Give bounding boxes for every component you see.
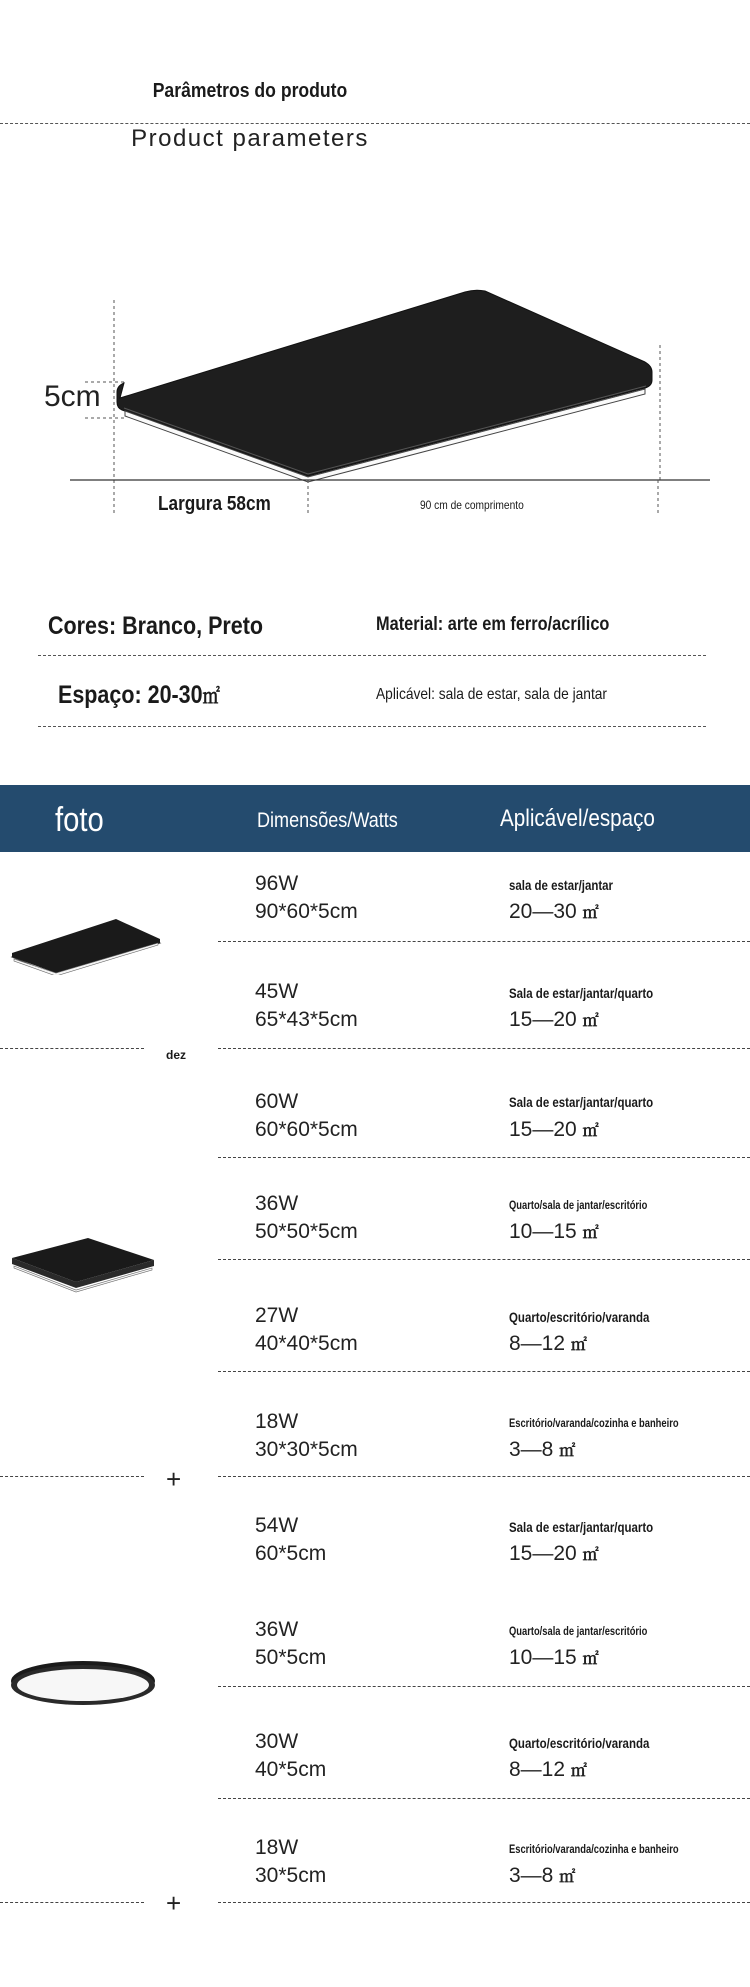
row-2-area — [509, 1008, 599, 1032]
row-divider — [218, 1048, 750, 1049]
area-unit: ㎡ — [582, 1225, 599, 1242]
row-1-area — [509, 900, 599, 924]
round-lamp-thumbnail — [8, 1655, 158, 1715]
row-6-watts: 18W — [255, 1410, 299, 1433]
row-4-area — [509, 1220, 599, 1244]
row-divider — [218, 1371, 750, 1372]
area-unit: ㎡ — [582, 1547, 599, 1564]
area-unit: ㎡ — [582, 905, 599, 922]
row-10-area — [509, 1864, 575, 1888]
row-9-size: 40*5cm — [255, 1758, 327, 1781]
row-9-watts: 30W — [255, 1730, 299, 1753]
width-dimension-label: Largura 58cm — [158, 493, 271, 515]
area-unit: ㎡ — [570, 1763, 587, 1780]
row-10-area-value: 3—8 — [509, 1864, 554, 1887]
rectangular-lamp-illustration — [117, 290, 652, 482]
row-8-area — [509, 1646, 599, 1670]
area-unit: ㎡ — [570, 1337, 587, 1354]
row-9-area — [509, 1758, 587, 1782]
row-1-room: sala de estar/jantar — [509, 877, 614, 893]
row-5-area-value: 8—12 — [509, 1332, 566, 1355]
row-2-area-value: 15—20 — [509, 1008, 577, 1031]
row-9-area-value: 8—12 — [509, 1758, 566, 1781]
row-1-watts: 96W — [255, 872, 299, 895]
column-header-space: Aplicável/espaço — [500, 805, 655, 832]
group-divider-left — [0, 1476, 144, 1477]
row-4-room: Quarto/sala de jantar/escritório — [509, 1198, 648, 1212]
row-1-size: 90*60*5cm — [255, 900, 358, 923]
group-divider-left — [0, 1048, 144, 1049]
row-6-size: 30*30*5cm — [255, 1438, 358, 1461]
row-6-area — [509, 1438, 575, 1462]
row-5-room: Quarto/escritório/varanda — [509, 1309, 650, 1325]
row-7-area-value: 15—20 — [509, 1542, 577, 1565]
applicable-spec: Aplicável: sala de estar, sala de jantar — [376, 686, 608, 703]
row-3-size: 60*60*5cm — [255, 1118, 358, 1141]
row-3-area-value: 15—20 — [509, 1118, 577, 1141]
group-label: dez — [166, 1048, 187, 1062]
row-7-area — [509, 1542, 599, 1566]
row-divider — [218, 1798, 750, 1799]
space-unit: ㎡ — [202, 686, 220, 708]
row-2-room: Sala de estar/jantar/quarto — [509, 985, 654, 1001]
row-5-area — [509, 1332, 587, 1356]
row-7-watts: 54W — [255, 1514, 299, 1537]
row-4-area-value: 10—15 — [509, 1220, 577, 1243]
row-10-watts: 18W — [255, 1836, 299, 1859]
row-5-watts: 27W — [255, 1304, 299, 1327]
height-dimension-label: 5cm — [44, 380, 101, 413]
row-9-room: Quarto/escritório/varanda — [509, 1735, 650, 1751]
row-divider — [218, 1259, 750, 1260]
row-divider — [218, 1157, 750, 1158]
row-6-area-value: 3—8 — [509, 1438, 554, 1461]
row-3-watts: 60W — [255, 1090, 299, 1113]
row-2-watts: 45W — [255, 980, 299, 1003]
space-spec — [58, 680, 220, 710]
plus-icon: + — [166, 1888, 182, 1918]
spec-divider-1 — [38, 655, 706, 656]
row-divider — [218, 941, 750, 942]
row-10-room: Escritório/varanda/cozinha e banheiro — [509, 1842, 679, 1856]
page-subtitle: Product parameters — [131, 125, 369, 152]
row-10-size: 30*5cm — [255, 1864, 327, 1887]
row-divider — [218, 1686, 750, 1687]
page-title: Parâmetros do produto — [152, 80, 348, 102]
row-4-size: 50*50*5cm — [255, 1220, 358, 1243]
row-8-watts: 36W — [255, 1618, 299, 1641]
row-8-room: Quarto/sala de jantar/escritório — [509, 1624, 648, 1638]
rectangular-lamp-thumbnail — [8, 915, 163, 975]
row-8-size: 50*5cm — [255, 1646, 327, 1669]
area-unit: ㎡ — [582, 1013, 599, 1030]
spec-divider-2 — [38, 726, 706, 727]
plus-icon: + — [166, 1464, 182, 1494]
row-3-area — [509, 1118, 599, 1142]
row-divider — [218, 1902, 750, 1903]
row-5-size: 40*40*5cm — [255, 1332, 358, 1355]
area-unit: ㎡ — [582, 1123, 599, 1140]
row-3-room: Sala de estar/jantar/quarto — [509, 1094, 654, 1110]
square-lamp-thumbnail — [8, 1230, 158, 1295]
material-spec: Material: arte em ferro/acrílico — [376, 614, 610, 635]
column-header-photo: foto — [55, 801, 104, 839]
colors-spec: Cores: Branco, Preto — [48, 612, 264, 640]
area-unit: ㎡ — [582, 1651, 599, 1668]
row-7-size: 60*5cm — [255, 1542, 327, 1565]
area-unit: ㎡ — [559, 1443, 576, 1460]
row-7-room: Sala de estar/jantar/quarto — [509, 1519, 654, 1535]
lamp-dimension-diagram — [0, 270, 750, 530]
row-2-size: 65*43*5cm — [255, 1008, 358, 1031]
space-spec-value: Espaço: 20-30 — [58, 681, 203, 709]
row-8-area-value: 10—15 — [509, 1646, 577, 1669]
area-unit: ㎡ — [559, 1869, 576, 1886]
row-4-watts: 36W — [255, 1192, 299, 1215]
column-header-dimensions: Dimensões/Watts — [257, 809, 398, 832]
row-1-area-value: 20—30 — [509, 900, 577, 923]
table-header — [0, 785, 750, 852]
row-divider — [218, 1476, 750, 1477]
length-dimension-label: 90 cm de comprimento — [420, 498, 524, 512]
title-divider — [0, 123, 750, 124]
row-6-room: Escritório/varanda/cozinha e banheiro — [509, 1416, 679, 1430]
group-divider-left — [0, 1902, 144, 1903]
